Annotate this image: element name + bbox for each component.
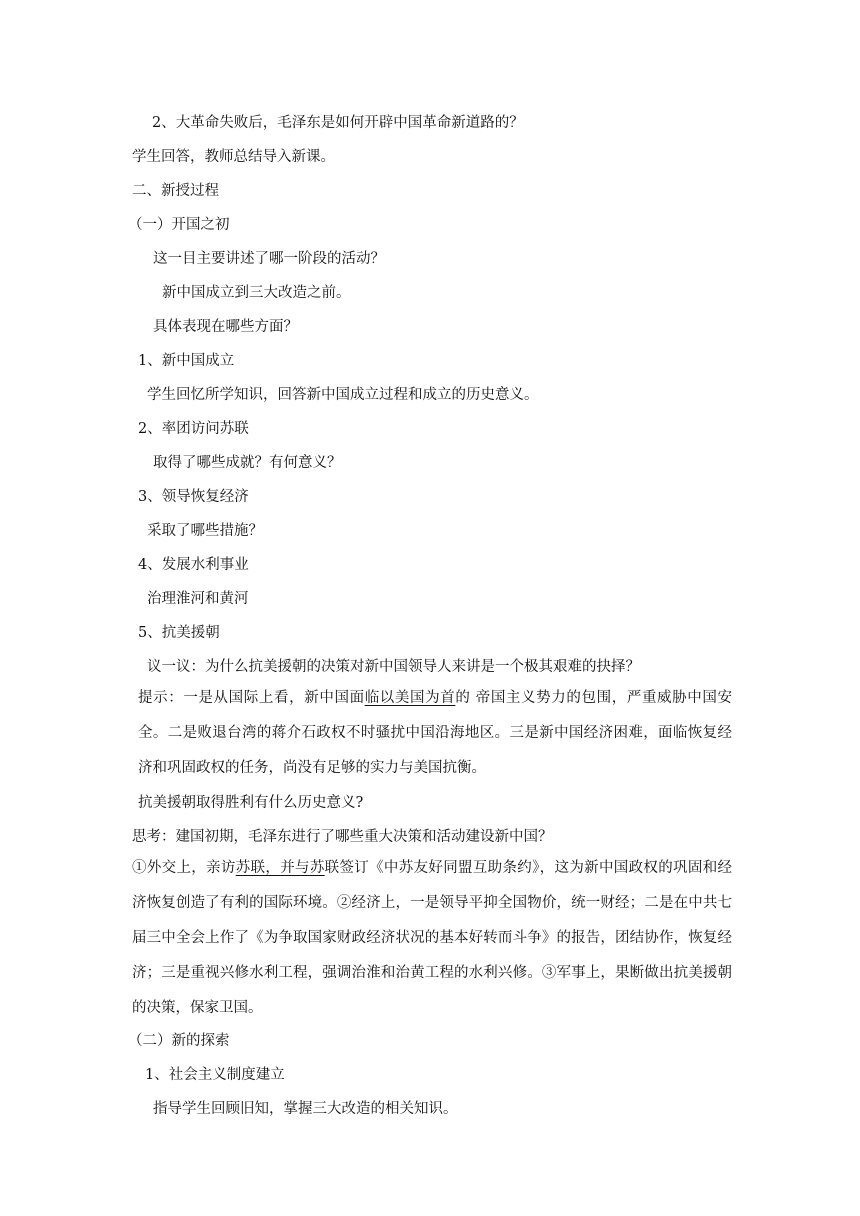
item-2-text: 取得了哪些成就？有何意义？ <box>153 455 342 471</box>
item-4-text: 治理淮河和黄河 <box>147 591 249 607</box>
answer-prefix: ①外交上，亲访 <box>132 860 236 876</box>
item-1-text: 学生回忆所学知识，回答新中国成立过程和成立的历史意义。 <box>147 387 539 403</box>
item-2-heading: 2、率团访问苏联 <box>138 421 249 437</box>
subsection-heading-exploration: （二）新的探索 <box>128 1033 230 1049</box>
section-heading-new-teaching: 二、新授过程 <box>132 183 219 199</box>
answer-underlined-phrase: 苏联，并与苏 <box>235 860 325 876</box>
answer-rest: 联签订《中苏友好同盟互助条约》，这为新中国政权的巩固和经济恢复创造了有利的国际环境。②经济上，一是领导平抑全国物价，统一财经；二是在中共七届三中全会上作了《为争取国家财政经济状况的基本好转而斗争》的报告，团结协作，恢复经济；三是重视兴修水利工程，强调治淮和治黄工程的水利兴修。③军事上，果断做出抗美援朝的决策，保家卫国。 <box>132 860 733 1016</box>
item-3-text: 采取了哪些措施？ <box>147 523 263 539</box>
item-5-heading: 5、抗美援朝 <box>138 625 220 641</box>
hint-underlined-phrase: 临以美国为首 <box>364 690 456 706</box>
hint-rest: 的 帝国主义势力的包围，严重威胁中国安全。二是败退台湾的蒋介石政权不时骚扰中国沿海地区。三是新中国经济困难，面临恢复经济和巩固政权的任务，尚没有足够的实力与美国抗衡。 <box>138 690 733 776</box>
thinking-question: 思考：建国初期，毛泽东进行了哪些重大决策和活动建设新中国？ <box>132 829 553 845</box>
item-3-heading: 3、领导恢复经济 <box>138 489 249 505</box>
hint-paragraph <box>138 681 732 786</box>
victory-significance-question: 抗美援朝取得胜利有什么历史意义? <box>138 795 364 811</box>
question-topic: 这一目主要讲述了哪一阶段的活动？ <box>153 251 385 267</box>
question-2: 2、大革命失败后，毛泽东是如何开辟中国革命新道路的？ <box>152 115 524 131</box>
discussion-question: 议一议：为什么抗美援朝的决策对新中国领导人来讲是一个极其艰难的抉择？ <box>147 659 640 675</box>
item-1-heading: 1、新中国成立 <box>138 353 235 369</box>
intro-new-lesson: 学生回答，教师总结导入新课。 <box>132 149 335 165</box>
answer-paragraph <box>132 851 732 1026</box>
item-4-heading: 4、发展水利事业 <box>138 557 249 573</box>
question-aspects: 具体表现在哪些方面？ <box>153 319 298 335</box>
hint-prefix: 提示：一是从国际上看，新中国面 <box>138 690 365 706</box>
sub2-item-1-text: 指导学生回顾旧知，掌握三大改造的相关知识。 <box>153 1101 458 1117</box>
subsection-heading-founding: （一）开国之初 <box>128 217 230 233</box>
sub2-item-1-heading: 1、社会主义制度建立 <box>145 1067 285 1083</box>
answer-topic: 新中国成立到三大改造之前。 <box>162 285 351 301</box>
